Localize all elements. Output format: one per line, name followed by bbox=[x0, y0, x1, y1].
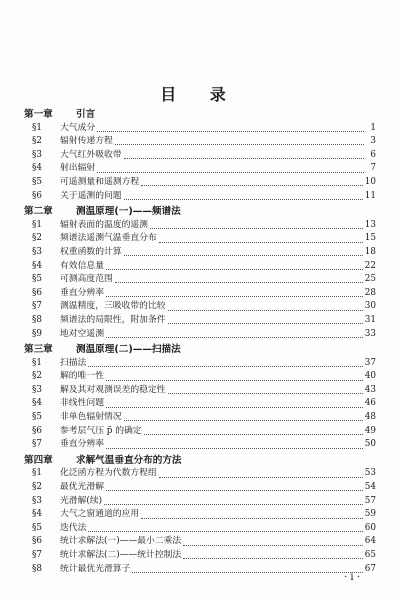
section-number: §1 bbox=[32, 468, 42, 479]
dot-leader bbox=[168, 393, 363, 394]
page-ref: 59 bbox=[364, 509, 376, 520]
page-number: · i · bbox=[344, 572, 360, 583]
section-number: §4 bbox=[32, 163, 42, 174]
dot-leader bbox=[159, 477, 363, 478]
section-title: 垂直分辨率 bbox=[60, 287, 104, 298]
dot-leader bbox=[144, 434, 363, 435]
dot-leader bbox=[115, 282, 363, 283]
page-ref: 10 bbox=[364, 176, 376, 187]
page-ref: 43 bbox=[364, 384, 376, 395]
section-title: 解及其对观测误差的稳定性 bbox=[60, 384, 166, 395]
section-number: §2 bbox=[32, 136, 42, 147]
dot-leader bbox=[106, 269, 363, 270]
section-title: 可测高度范围 bbox=[60, 274, 113, 285]
section-title: 统计最优光滑算子 bbox=[60, 563, 131, 574]
table-of-contents bbox=[24, 108, 376, 576]
section-number: §5 bbox=[32, 412, 42, 423]
page-ref: 64 bbox=[364, 536, 376, 547]
page-ref: 57 bbox=[364, 495, 376, 506]
page-ref: 22 bbox=[364, 260, 376, 271]
page-ref: 50 bbox=[364, 439, 376, 450]
toc-entry bbox=[24, 495, 376, 509]
section-number: §6 bbox=[32, 425, 42, 436]
dot-leader bbox=[106, 448, 363, 449]
section-title: 权重函数的计算 bbox=[60, 246, 122, 257]
section-title: 非线性问题 bbox=[60, 398, 104, 409]
toc-entry bbox=[24, 328, 376, 342]
toc-entry bbox=[24, 314, 376, 328]
toc-entry bbox=[24, 246, 376, 260]
section-number: §6 bbox=[32, 536, 42, 547]
section-title: 辐射表面的温度的遥测 bbox=[60, 219, 148, 230]
section-title: 射出辐射 bbox=[60, 163, 96, 174]
chapter-title: 测温原理(一)——频谱法 bbox=[76, 206, 181, 218]
section-title: 关于遥测的问题 bbox=[60, 190, 122, 201]
toc-entry bbox=[24, 425, 376, 439]
page-ref: 18 bbox=[364, 246, 376, 257]
toc-entry bbox=[24, 535, 376, 549]
section-title: 大气之窗通道的应用 bbox=[60, 509, 140, 520]
section-number: §2 bbox=[32, 371, 42, 382]
chapter-title: 引言 bbox=[76, 109, 96, 120]
toc-entry bbox=[24, 481, 376, 495]
section-number: §7 bbox=[32, 550, 42, 560]
section-title: 迭代法 bbox=[60, 522, 87, 533]
section-number: §3 bbox=[32, 495, 42, 506]
page-ref: 65 bbox=[364, 550, 376, 560]
section-number: §1 bbox=[32, 219, 42, 230]
page-ref: 1 bbox=[370, 122, 376, 133]
page-ref: 28 bbox=[364, 287, 376, 298]
section-title: 扫描法 bbox=[60, 357, 87, 368]
page-ref: 37 bbox=[364, 357, 376, 368]
toc-entry bbox=[24, 122, 376, 136]
chapter-number: 第一章 bbox=[24, 109, 53, 120]
section-title: 辐射传递方程 bbox=[60, 136, 113, 147]
page-ref: 31 bbox=[364, 314, 376, 325]
section-number: §1 bbox=[32, 122, 42, 133]
page-ref: 49 bbox=[364, 425, 376, 436]
section-number: §2 bbox=[32, 482, 42, 493]
section-number: §3 bbox=[32, 384, 42, 395]
section-title: 参考层气压 p̄ 的确定 bbox=[60, 425, 142, 436]
dot-leader bbox=[168, 323, 363, 324]
toc-entry bbox=[24, 384, 376, 398]
toc-entry bbox=[24, 162, 376, 176]
toc-entry bbox=[24, 397, 376, 411]
page-ref: 60 bbox=[364, 522, 376, 533]
page-ref: 40 bbox=[364, 371, 376, 382]
section-number: §6 bbox=[32, 190, 42, 201]
section-title: 可遥测量和遥测方程 bbox=[60, 176, 140, 187]
section-title: 解的唯一性 bbox=[60, 371, 104, 382]
chapter-heading bbox=[24, 108, 376, 122]
section-number: §4 bbox=[32, 260, 42, 271]
section-title: 大气成分 bbox=[60, 122, 96, 133]
section-number: §9 bbox=[32, 328, 42, 339]
section-number: §7 bbox=[32, 301, 42, 312]
dot-leader bbox=[183, 558, 363, 559]
dot-leader bbox=[124, 199, 363, 200]
dot-leader bbox=[97, 172, 364, 173]
page-ref: 25 bbox=[364, 274, 376, 285]
page-ref: 53 bbox=[364, 468, 376, 479]
section-number: §6 bbox=[32, 287, 42, 298]
dot-leader bbox=[168, 310, 363, 311]
section-title: 非单色辐射情况 bbox=[60, 412, 122, 423]
toc-entry bbox=[24, 190, 376, 204]
section-number: §1 bbox=[32, 357, 42, 368]
toc-entry bbox=[24, 287, 376, 301]
section-number: §8 bbox=[32, 563, 42, 574]
dot-leader bbox=[124, 255, 363, 256]
section-title: 垂直分辨率 bbox=[60, 439, 104, 450]
dot-leader bbox=[159, 242, 363, 243]
section-title: 最优光滑解 bbox=[60, 482, 104, 493]
section-title: 有效信息量 bbox=[60, 260, 104, 271]
toc-entry bbox=[24, 149, 376, 163]
toc-entry bbox=[24, 357, 376, 371]
toc-entry bbox=[24, 467, 376, 481]
page-ref: 46 bbox=[364, 398, 376, 409]
toc-entry bbox=[24, 370, 376, 384]
section-number: §7 bbox=[32, 439, 42, 450]
dot-leader bbox=[88, 366, 362, 367]
chapter-title: 测温原理(二)——扫描法 bbox=[76, 344, 181, 356]
page-ref: 67 bbox=[364, 563, 376, 574]
dot-leader bbox=[141, 518, 363, 519]
toc-entry bbox=[24, 549, 376, 563]
section-number: §3 bbox=[32, 246, 42, 257]
section-title: 化泛函方程为代数方程组 bbox=[60, 468, 157, 479]
toc-entry bbox=[24, 232, 376, 246]
toc-entry bbox=[24, 260, 376, 274]
section-title: 测温精度，三吸收带的比较 bbox=[60, 301, 166, 312]
dot-leader bbox=[132, 572, 362, 573]
section-number: §8 bbox=[32, 314, 42, 325]
section-number: §4 bbox=[32, 398, 42, 409]
dot-leader bbox=[183, 545, 363, 546]
section-title: 频谱法遥测气温垂直分布 bbox=[60, 233, 157, 244]
chapter-heading bbox=[24, 343, 376, 357]
page-ref: 11 bbox=[364, 190, 376, 201]
toc-entry bbox=[24, 438, 376, 452]
section-number: §5 bbox=[32, 522, 42, 533]
section-title: 统计求解法(一)——最小二乘法 bbox=[60, 536, 182, 547]
section-title: 光滑解(续) bbox=[60, 495, 103, 506]
toc-entry bbox=[24, 219, 376, 233]
page-ref: 54 bbox=[364, 482, 376, 493]
dot-leader bbox=[106, 407, 363, 408]
section-number: §5 bbox=[32, 274, 42, 285]
dot-leader bbox=[88, 531, 362, 532]
page-ref: 13 bbox=[364, 219, 376, 230]
chapter-number: 第三章 bbox=[24, 344, 53, 356]
section-number: §2 bbox=[32, 233, 42, 244]
dot-leader bbox=[106, 490, 363, 491]
page-ref: 15 bbox=[364, 233, 376, 244]
dot-leader bbox=[115, 144, 364, 145]
dot-leader bbox=[124, 420, 363, 421]
page-ref: 3 bbox=[370, 136, 376, 147]
toc-entry bbox=[24, 300, 376, 314]
dot-leader bbox=[104, 504, 363, 505]
section-title: 地对空遥测 bbox=[60, 328, 104, 339]
page-ref: 33 bbox=[364, 328, 376, 339]
toc-entry bbox=[24, 176, 376, 190]
section-number: §5 bbox=[32, 176, 42, 187]
chapter-title: 求解气温垂直分布的方法 bbox=[76, 454, 182, 466]
dot-leader bbox=[141, 185, 363, 186]
dot-leader bbox=[106, 296, 363, 297]
chapter-number: 第四章 bbox=[24, 454, 53, 466]
page-ref: 7 bbox=[370, 163, 376, 174]
chapter-heading bbox=[24, 205, 376, 219]
chapter-heading bbox=[24, 454, 376, 468]
section-number: §3 bbox=[32, 149, 42, 160]
toc-entry bbox=[24, 135, 376, 149]
page-ref: 6 bbox=[370, 149, 376, 160]
page-ref: 30 bbox=[364, 301, 376, 312]
page-ref: 48 bbox=[364, 412, 376, 423]
dot-leader bbox=[106, 380, 363, 381]
chapter-number: 第二章 bbox=[24, 206, 53, 218]
dot-leader bbox=[97, 131, 364, 132]
dot-leader bbox=[150, 228, 363, 229]
toc-entry bbox=[24, 522, 376, 536]
dot-leader bbox=[124, 158, 364, 159]
section-number: §4 bbox=[32, 509, 42, 520]
section-title: 频谱法的局限性，附加条件 bbox=[60, 314, 166, 325]
page-title: 目 录 bbox=[160, 85, 240, 104]
section-title: 统计求解法(二)——统计控制法 bbox=[60, 550, 182, 560]
toc-entry bbox=[24, 411, 376, 425]
section-title: 大气红外吸收带 bbox=[60, 149, 122, 160]
toc-entry bbox=[24, 563, 376, 577]
toc-entry bbox=[24, 508, 376, 522]
dot-leader bbox=[106, 337, 363, 338]
toc-entry bbox=[24, 273, 376, 287]
